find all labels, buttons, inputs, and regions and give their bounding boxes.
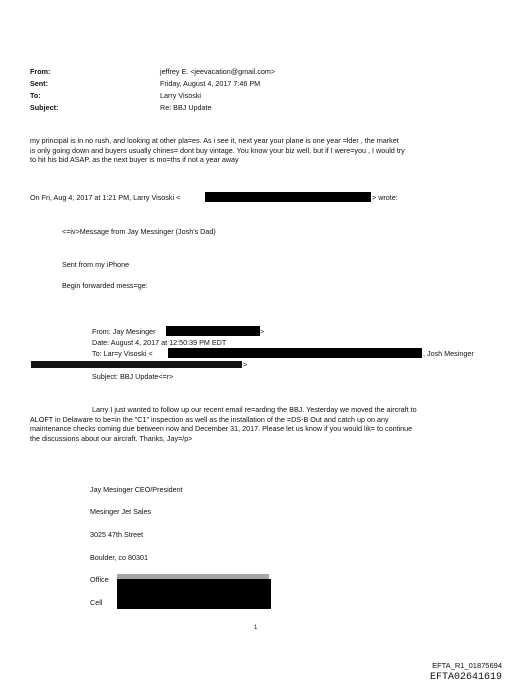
- from-value: jeffrey E. <jeevacation@gmail.com>: [160, 67, 276, 76]
- forwarded-to-prefix: To: Lar=y Visoski <: [92, 349, 153, 358]
- forwarded-from-prefix: From: Jay Mesinger: [92, 327, 156, 336]
- redaction-block: [117, 579, 271, 609]
- to-value: Larry Visoski: [160, 91, 202, 100]
- signature-city: Boulder, co 80301: [90, 553, 148, 562]
- sent-value: Friday, August 4, 2017 7:46 PM: [160, 79, 261, 88]
- quote-line-prefix: On Fri, Aug 4, 2017 at 1:21 PM, Larry Visoski <: [30, 193, 181, 202]
- subject-value: Re: BBJ Update: [160, 103, 212, 112]
- footer-id-2: EFTA02641619: [429, 672, 502, 683]
- redaction-block: [166, 326, 260, 336]
- footer-id-1: EFTA_R1_01875694: [432, 661, 502, 670]
- redaction-block: [205, 192, 371, 202]
- redaction-block: [31, 361, 242, 368]
- reply-line: my principal is in no rush, and looking at other pla=es. As i see it, next year your plane is one year =lder , the market: [30, 136, 399, 145]
- message-line: Larry I just wanted to follow up our recent email re=arding the BBJ. Yesterday we moved the aircraft to: [92, 405, 417, 414]
- reply-body: [30, 136, 405, 165]
- forward-intro: <=iv>Message from Jay Messinger (Josh's Dad): [62, 227, 216, 236]
- quote-line-suffix: > wrote:: [372, 193, 398, 202]
- from-label: From:: [30, 67, 51, 76]
- forwarded-subject: Subject: BBJ Update<=r>: [92, 372, 174, 381]
- signature-company: Mesinger Jet Sales: [90, 507, 152, 516]
- forwarded-cc-suffix: >: [243, 360, 248, 369]
- forwarded-from-suffix: >: [260, 327, 265, 336]
- signature-street: 3025 47th Street: [90, 530, 144, 539]
- reply-line: is only going down and buyers usually chines= dont buy vintage. You know your biz well, but if I were=you , I would try: [30, 145, 405, 155]
- message-line: maintenance checks coming due between now and December 31, 2017. Please let us know if you would lik= to continue: [30, 424, 413, 434]
- forwarded-date: Date: August 4, 2017 at 12:50:39 PM EDT: [92, 338, 227, 347]
- message-line: the discussions about our aircraft. Thanks, Jay=/p>: [30, 433, 193, 443]
- subject-label: Subject:: [30, 103, 59, 112]
- sent-from-line: Sent from my iPhone: [62, 260, 130, 269]
- signature-office-label: Office: [90, 575, 109, 584]
- forwarded-message-body: [30, 405, 417, 443]
- redaction-block: [168, 348, 422, 358]
- reply-line: to hit his bid ASAP. as the next buyer is mo=ths if not a year away: [30, 155, 239, 165]
- page-number: 1: [254, 625, 258, 631]
- forwarded-to-suffix: , Josh Mesinger: [423, 349, 474, 358]
- signature-name: Jay Mesinger CEO/President: [90, 485, 183, 494]
- signature-cell-label: Cell: [90, 598, 103, 607]
- sent-label: Sent:: [30, 79, 48, 88]
- begin-forwarded-line: Begin forwarded mess=ge:: [62, 281, 148, 290]
- message-line: ALOFT in Delaware to be=in the "C1" inspection as well as the installation of the =DS-B Out and catch up on any: [30, 414, 389, 424]
- to-label: To:: [30, 91, 41, 100]
